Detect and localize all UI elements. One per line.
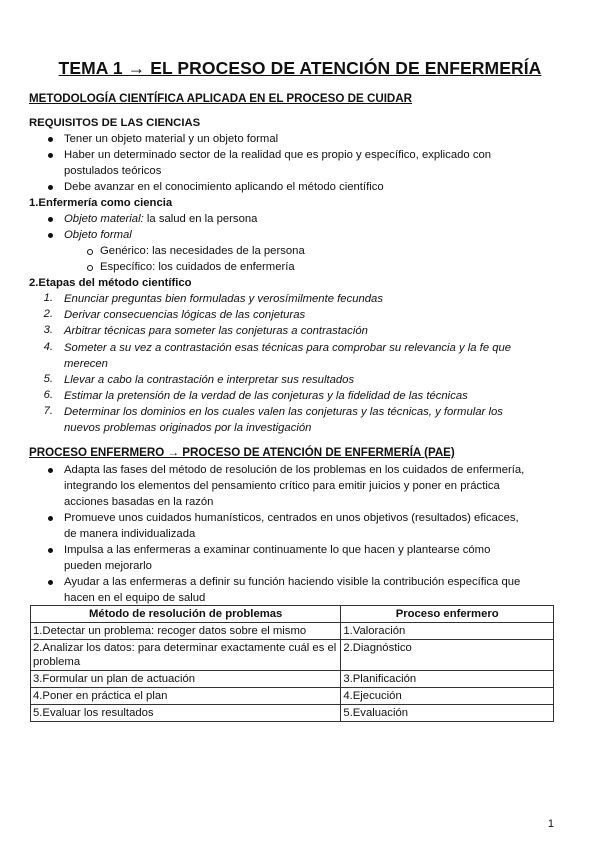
- table-cell: 5.Evaluar los resultados: [31, 705, 341, 722]
- bullet-dot: [48, 185, 53, 190]
- enfermeria-heading: 1.Enfermería como ciencia: [29, 197, 173, 209]
- pae-bullet-line: Impulsa a las enfermeras a examinar continuamente lo que hacen y plantearse cómo: [64, 544, 491, 556]
- requisitos-heading: REQUISITOS DE LAS CIENCIAS: [29, 117, 201, 129]
- etapa-number: 2.: [43, 308, 53, 320]
- page-number: 1: [547, 818, 554, 830]
- bullet-ring: [87, 265, 93, 271]
- etapa-text: Arbitrar técnicas para someter las conjeturas a contrastación: [64, 325, 368, 337]
- table-cell: 1.Valoración: [341, 623, 554, 640]
- table-cell: 4.Ejecución: [341, 688, 554, 705]
- comparison-table: [30, 605, 554, 722]
- pae-bullet-line: acciones basadas en la razón: [64, 496, 214, 508]
- table-row: [31, 705, 554, 722]
- objeto-material-line: [64, 212, 257, 226]
- objeto-formal-label: Objeto formal: [64, 229, 132, 241]
- table-header-cell: Proceso enfermero: [341, 606, 554, 623]
- etapa-number: 1.: [43, 292, 53, 304]
- table-cell: 3.Planificación: [341, 671, 554, 688]
- etapa-text: Llevar a cabo la contrastación e interpretar sus resultados: [64, 374, 355, 386]
- etapa-number: 6.: [43, 389, 53, 401]
- pae-bullet-line: Promueve unos cuidados humanísticos, centrados en unos objetivos (resultados) eficaces,: [64, 512, 519, 524]
- generico-line: Genérico: las necesidades de la persona: [100, 245, 305, 257]
- table-header-row: [31, 606, 554, 623]
- objeto-material-text: la salud en la persona: [143, 213, 258, 225]
- page-title: TEMA 1 → EL PROCESO DE ATENCIÓN DE ENFERMERÍA: [58, 58, 542, 78]
- etapa-text: Determinar los dominios en los cuales valen las conjeturas y las técnicas, y formular los: [64, 406, 503, 418]
- bullet-dot: [48, 580, 53, 585]
- table-row: [31, 640, 554, 671]
- table-cell: 2.Analizar los datos: para determinar exactamente cuál es el problema: [31, 640, 341, 671]
- bullet-ring: [87, 249, 93, 255]
- table-cell: 1.Detectar un problema: recoger datos sobre el mismo: [31, 623, 341, 640]
- pae-bullet-line: Ayudar a las enfermeras a definir su función haciendo visible la contribución específica que: [64, 576, 521, 588]
- section-heading-proceso: PROCESO ENFERMERO → PROCESO DE ATENCIÓN DE ENFERMERÍA (PAE): [29, 446, 455, 459]
- etapas-heading: 2.Etapas del método científico: [29, 277, 192, 289]
- pae-bullet-line: Adapta las fases del método de resolución de los problemas en los cuidados de enfermería,: [64, 464, 525, 476]
- bullet-dot: [48, 233, 53, 238]
- requisito-line: Haber un determinado sector de la realidad que es propio y específico, explicado con: [64, 149, 492, 161]
- pae-bullet-line: hacen en el equipo de salud: [64, 592, 206, 604]
- bullet-dot: [48, 217, 53, 222]
- table-header-cell: Método de resolución de problemas: [31, 606, 341, 623]
- table-cell: 3.Formular un plan de actuación: [31, 671, 341, 688]
- table-row: [31, 671, 554, 688]
- objeto-material-label: Objeto material:: [64, 213, 144, 225]
- table-cell: 4.Poner en práctica el plan: [31, 688, 341, 705]
- etapa-text: Derivar consecuencias lógicas de las conjeturas: [64, 309, 306, 321]
- table-cell: 2.Diagnóstico: [341, 640, 554, 671]
- etapa-text: merecen: [64, 358, 108, 370]
- etapa-text: nuevos problemas originados por la investigación: [64, 422, 312, 434]
- etapa-number: 5.: [43, 373, 53, 385]
- section-heading-metodologia: METODOLOGÍA CIENTÍFICA APLICADA EN EL PROCESO DE CUIDAR: [29, 92, 413, 105]
- etapa-text: Someter a su vez a contrastación esas técnicas para comprobar su relevancia y la fe que: [64, 342, 512, 354]
- requisito-line: postulados teóricos: [64, 165, 162, 177]
- table-cell: 5.Evaluación: [341, 705, 554, 722]
- etapa-number: 7.: [43, 405, 53, 417]
- bullet-dot: [48, 548, 53, 553]
- pae-bullet-line: de manera individualizada: [64, 528, 196, 540]
- bullet-dot: [48, 153, 53, 158]
- especifico-line: Específico: los cuidados de enfermería: [100, 261, 295, 273]
- etapa-number: 3.: [43, 324, 53, 336]
- requisito-line: Debe avanzar en el conocimiento aplicando el método científico: [64, 181, 384, 193]
- bullet-dot: [48, 137, 53, 142]
- bullet-dot: [48, 468, 53, 473]
- pae-bullet-line: pueden mejorarlo: [64, 560, 152, 572]
- etapa-text: Estimar la pretensión de la verdad de las conjeturas y la fidelidad de las técnicas: [64, 390, 468, 402]
- table-row: [31, 623, 554, 640]
- etapa-number: 4.: [43, 341, 53, 353]
- table-row: [31, 688, 554, 705]
- bullet-dot: [48, 516, 53, 521]
- pae-bullet-line: integrando los elementos del pensamiento crítico para emitir juicios y poner en práctica: [64, 480, 500, 492]
- etapa-text: Enunciar preguntas bien formuladas y verosímilmente fecundas: [64, 293, 383, 305]
- requisito-line: Tener un objeto material y un objeto formal: [64, 133, 279, 145]
